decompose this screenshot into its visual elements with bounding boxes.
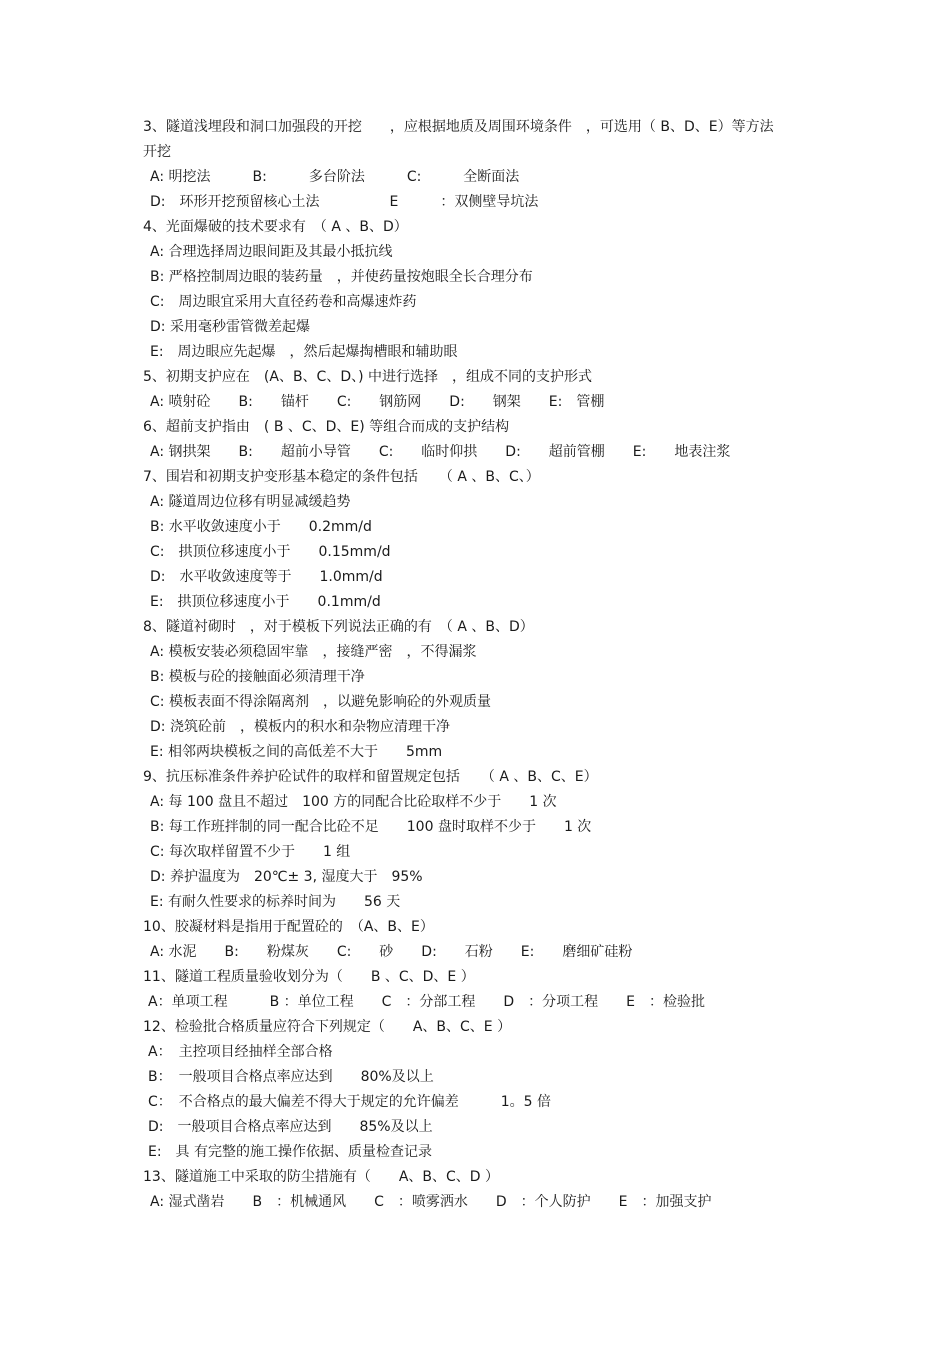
question-9-option-a: A: 每 100 盘且不超过 100 方的同配合比砼取样不少于 1 次 bbox=[150, 794, 557, 810]
question-12-option-a: A： 主控项目经抽样全部合格 bbox=[148, 1044, 333, 1060]
question-10-text: 10、胶凝材料是指用于配置砼的 （A、B、E） bbox=[143, 919, 434, 935]
question-6-text: 6、超前支护指由 ( B 、C、D、E) 等组合而成的支护结构 bbox=[143, 419, 510, 435]
question-4-option-a: A: 合理选择周边眼间距及其最小抵抗线 bbox=[150, 244, 393, 260]
question-6-options: A: 钢拱架 B: 超前小导管 C: 临时仰拱 D: 超前管棚 E: 地表注浆 bbox=[150, 444, 731, 460]
question-13-text: 13、隧道施工中采取的防尘措施有（ A、B、C、D ） bbox=[143, 1169, 500, 1185]
question-3-text-cont: 开挖 bbox=[143, 144, 171, 160]
question-11-text: 11、隧道工程质量验收划分为（ B 、C、D、E ） bbox=[143, 969, 475, 985]
question-9-option-e: E: 有耐久性要求的标养时间为 56 天 bbox=[150, 894, 401, 910]
question-7-option-a: A: 隧道周边位移有明显减缓趋势 bbox=[150, 494, 351, 510]
question-4-option-b: B: 严格控制周边眼的装药量 ，并使药量按炮眼全长合理分布 bbox=[150, 269, 533, 285]
question-12-option-d: D: 一般项目合格点率应达到 85%及以上 bbox=[148, 1119, 433, 1135]
question-13-options: A: 湿式凿岩 B ：机械通风 C ：喷雾洒水 D ：个人防护 E ：加强支护 bbox=[150, 1194, 712, 1210]
question-9-option-b: B: 每工作班拌制的同一配合比砼不足 100 盘时取样不少于 1 次 bbox=[150, 819, 592, 835]
question-12-option-e: E: 具 有完整的施工操作依据、质量检查记录 bbox=[148, 1144, 433, 1160]
question-8-option-b: B: 模板与砼的接触面必须清理干净 bbox=[150, 669, 365, 685]
question-5-options: A: 喷射砼 B: 锚杆 C: 钢筋网 D: 钢架 E: 管棚 bbox=[150, 394, 605, 410]
question-3-options-abc: A: 明挖法 B: 多台阶法 C: 全断面法 bbox=[150, 169, 520, 185]
question-7-text: 7、围岩和初期支护变形基本稳定的条件包括 （ A 、B、C、） bbox=[143, 469, 540, 485]
question-7-option-d: D: 水平收敛速度等于 1.0mm/d bbox=[150, 569, 383, 585]
question-8-text: 8、隧道衬砌时 ，对于模板下列说法正确的有 （ A 、B、D） bbox=[143, 619, 534, 635]
question-9-option-d: D: 养护温度为 20℃± 3, 湿度大于 95% bbox=[150, 869, 423, 885]
question-7-option-c: C: 拱顶位移速度小于 0.15mm/d bbox=[150, 544, 391, 560]
question-5-text: 5、初期支护应在 (A、B、C、D、) 中进行选择 ，组成不同的支护形式 bbox=[143, 369, 593, 385]
question-4-option-c: C: 周边眼宜采用大直径药卷和高爆速炸药 bbox=[150, 294, 417, 310]
question-11-options: A：单项工程 B ：单位工程 C ：分部工程 D ：分项工程 E ：检验批 bbox=[148, 994, 706, 1010]
question-8-option-c: C: 模板表面不得涂隔离剂 ，以避免影响砼的外观质量 bbox=[150, 694, 491, 710]
question-9-option-c: C: 每次取样留置不少于 1 组 bbox=[150, 844, 351, 860]
question-8-option-e: E: 相邻两块模板之间的高低差不大于 5mm bbox=[150, 744, 443, 760]
question-12-option-c: C： 不合格点的最大偏差不得大于规定的允许偏差 1。5 倍 bbox=[148, 1094, 552, 1110]
question-7-option-e: E: 拱顶位移速度小于 0.1mm/d bbox=[150, 594, 381, 610]
question-8-option-a: A: 模板安装必须稳固牢靠 ，接缝严密 ，不得漏浆 bbox=[150, 644, 477, 660]
question-7-option-b: B: 水平收敛速度小于 0.2mm/d bbox=[150, 519, 372, 535]
question-10-options: A: 水泥 B: 粉煤灰 C: 砂 D: 石粉 E: 磨细矿硅粉 bbox=[150, 944, 633, 960]
question-9-text: 9、抗压标准条件养护砼试件的取样和留置规定包括 （ A 、B、C、E） bbox=[143, 769, 598, 785]
question-4-option-d: D: 采用毫秒雷管微差起爆 bbox=[150, 319, 310, 335]
question-12-text: 12、检验批合格质量应符合下列规定（ A、B、C、E ） bbox=[143, 1019, 512, 1035]
question-8-option-d: D: 浇筑砼前 ，模板内的积水和杂物应清理干净 bbox=[150, 719, 450, 735]
question-4-option-e: E: 周边眼应先起爆 ，然后起爆掏槽眼和辅助眼 bbox=[150, 344, 458, 360]
question-12-option-b: B： 一般项目合格点率应达到 80%及以上 bbox=[148, 1069, 434, 1085]
question-4-text: 4、光面爆破的技术要求有 （ A 、B、D） bbox=[143, 219, 408, 235]
question-3-options-de: D: 环形开挖预留核心土法 E ：双侧壁导坑法 bbox=[150, 194, 539, 210]
question-3-text: 3、隧道浅埋段和洞口加强段的开挖 ，应根据地质及周围环境条件 ，可选用（ B、D、E）等方法 bbox=[143, 119, 774, 135]
